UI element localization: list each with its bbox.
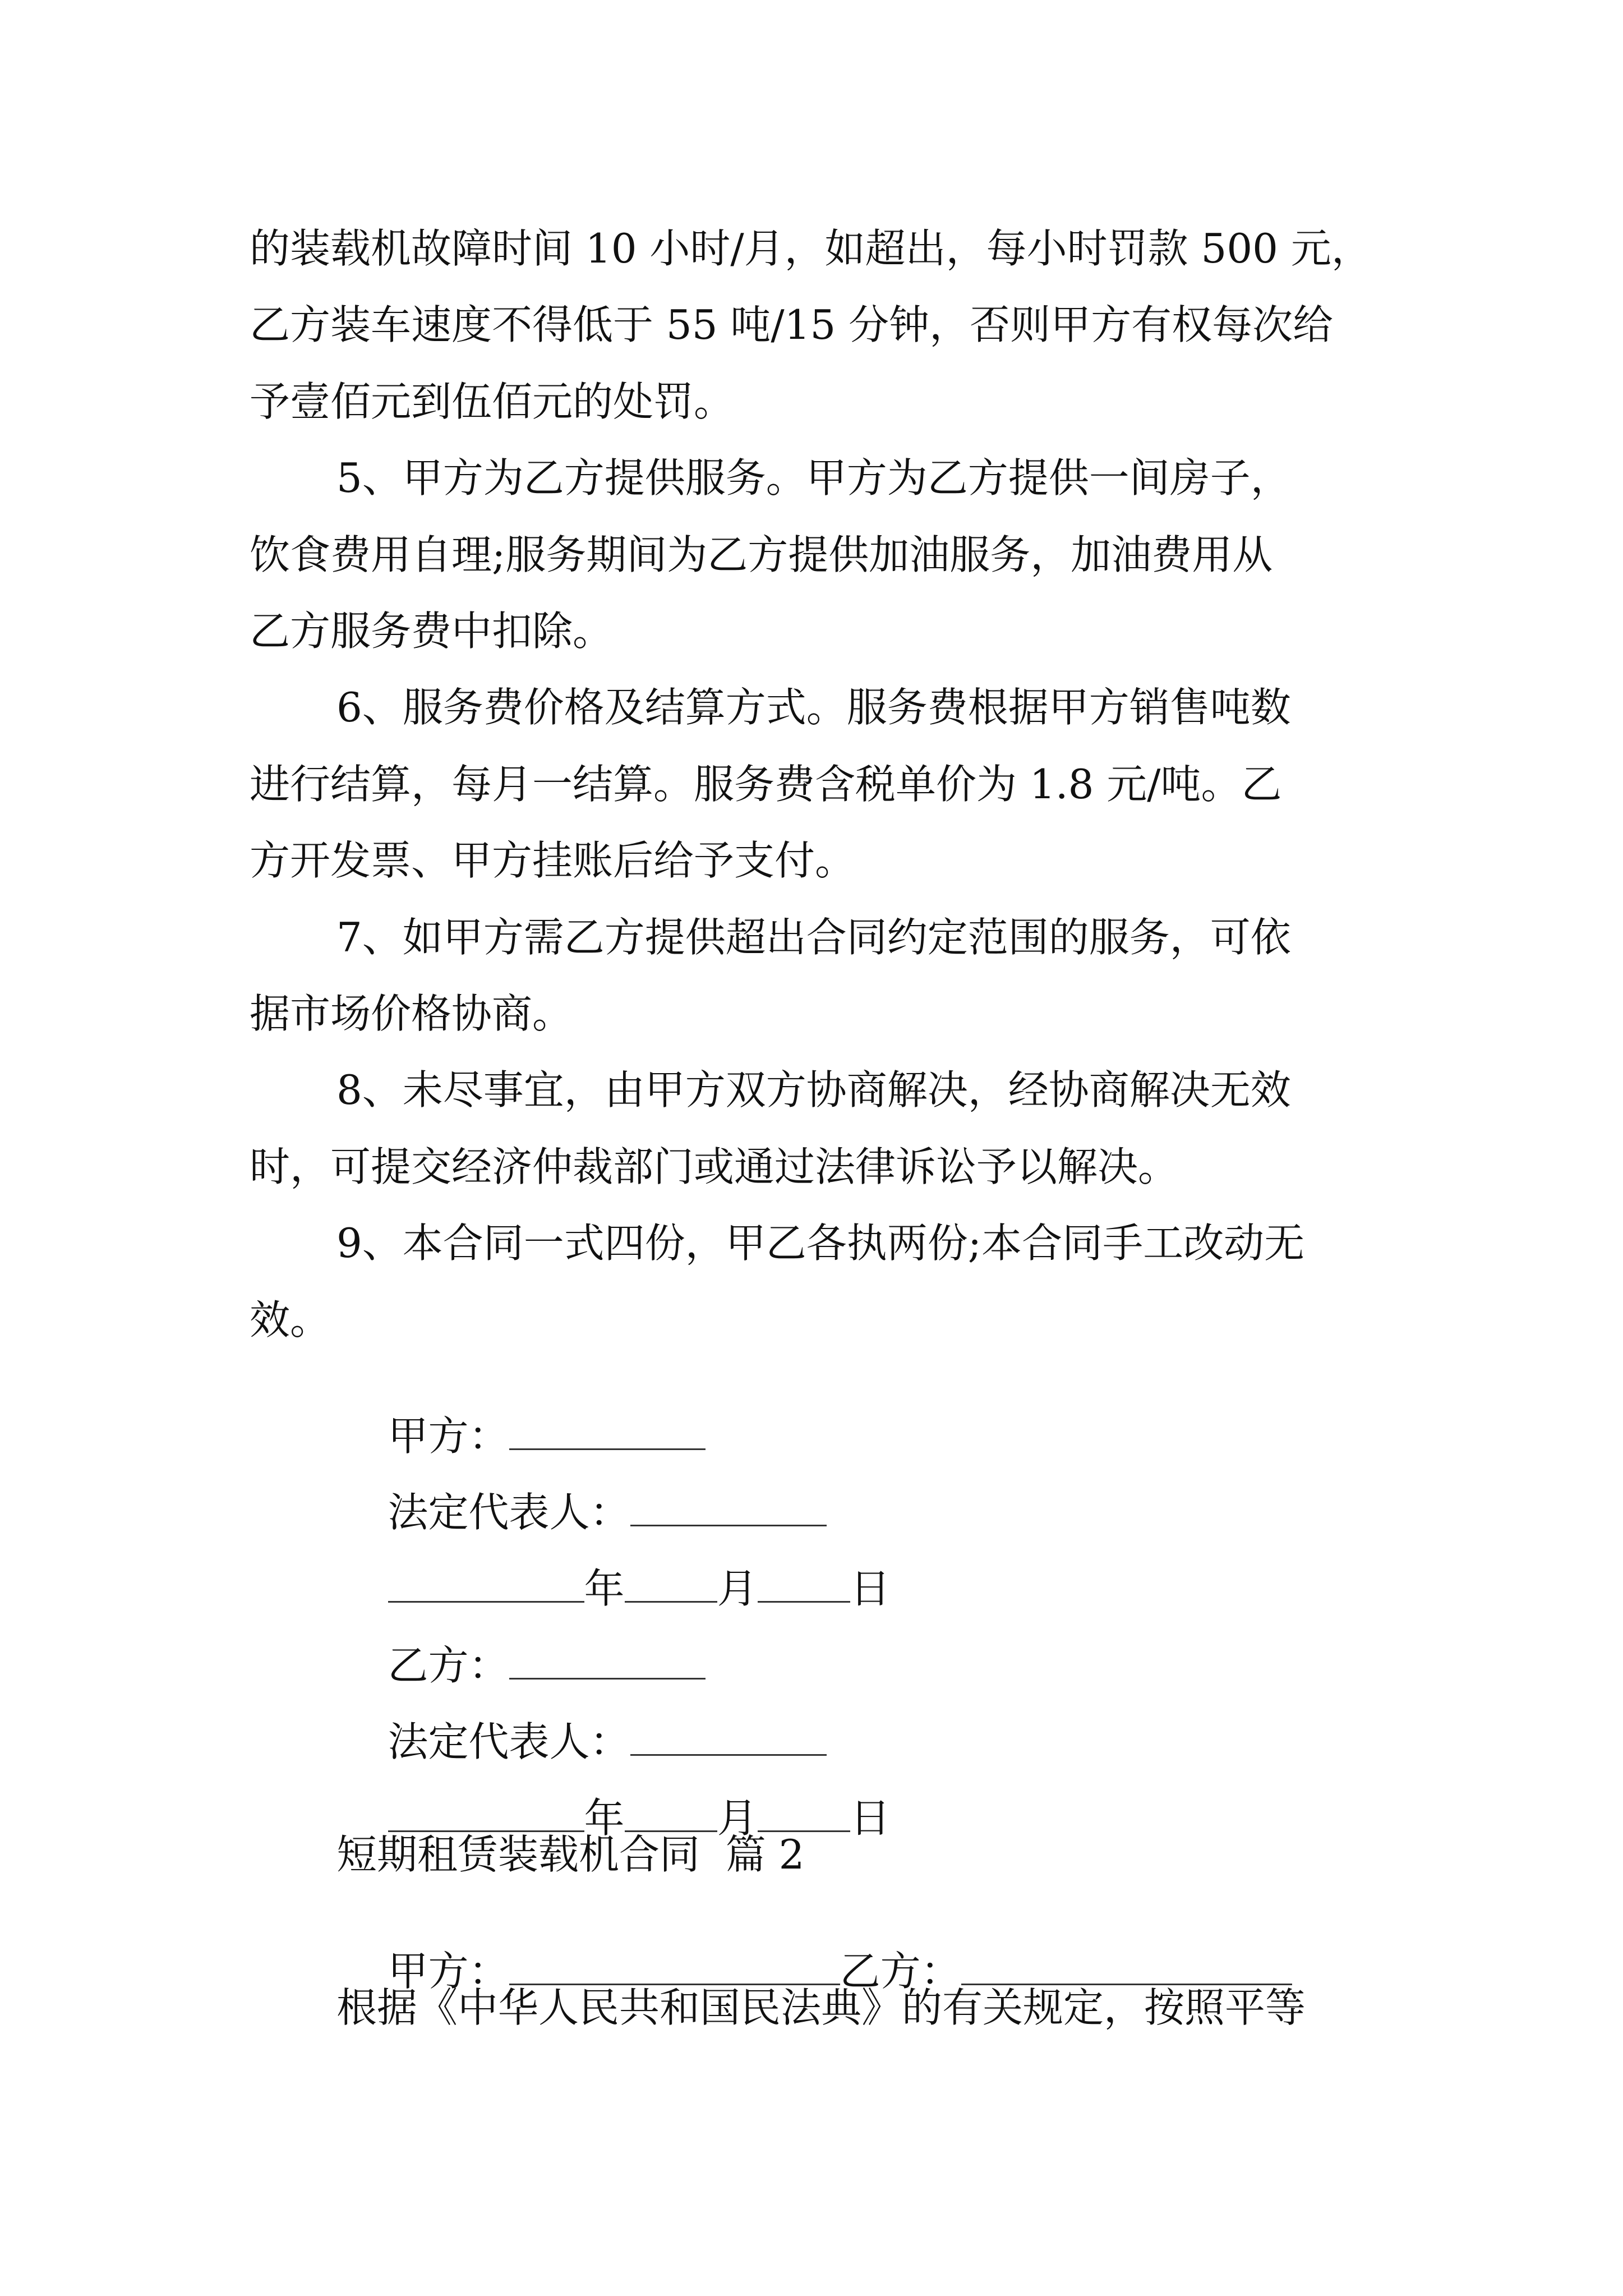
section2-intro: 根据《中华人民共和国民法典》的有关规定，按照平等	[336, 1984, 1306, 2031]
party-b-label: 乙方：	[388, 1642, 509, 1689]
rep-a-label: 法定代表人：	[388, 1489, 630, 1536]
body-line: 5、甲方为乙方提供服务。甲方为乙方提供一间房子，	[336, 454, 1291, 501]
body-line: 6、服务费价格及结算方式。服务费根据甲方销售吨数	[336, 684, 1291, 731]
rep-b-label: 法定代表人：	[388, 1718, 630, 1765]
body-line: 据市场价格协商。	[250, 990, 573, 1037]
rep-b-blank	[630, 1754, 827, 1756]
body-line: 予壹佰元到伍佰元的处罚。	[250, 378, 735, 425]
section2-heading: 短期租赁装载机合同 篇 2	[336, 1831, 805, 1878]
body-line: 方开发票、甲方挂账后给予支付。	[250, 837, 856, 884]
body-line: 的装载机故障时间 10 小时/月，如超出，每小时罚款 500 元，	[250, 225, 1372, 272]
body-line: 进行结算，每月一结算。服务费含税单价为 1.8 元/吨。乙	[250, 761, 1282, 808]
body-line: 效。	[250, 1296, 331, 1343]
party-a-blank	[509, 1448, 706, 1450]
month-a-label: 月	[717, 1565, 758, 1612]
party-b-blank	[509, 1678, 706, 1680]
rep-a-blank	[630, 1525, 827, 1526]
body-line: 7、如甲方需乙方提供超出合同约定范围的服务，可依	[336, 914, 1291, 961]
year-a-blank	[388, 1601, 584, 1603]
year-a-label: 年	[584, 1565, 625, 1612]
body-line: 时，可提交经济仲裁部门或通过法律诉讼予以解决。	[250, 1143, 1179, 1190]
year-b-label: 年	[584, 1795, 625, 1842]
body-line: 乙方装车速度不得低于 55 吨/15 分钟，否则甲方有权每次给	[250, 301, 1334, 348]
month-b-label: 月	[717, 1795, 758, 1842]
party-a-label: 甲方：	[388, 1412, 509, 1460]
day-b-label: 日	[850, 1795, 891, 1842]
day-a-blank	[758, 1601, 850, 1603]
day-a-label: 日	[850, 1565, 891, 1612]
body-line: 9、本合同一式四份，甲乙各执两份;本合同手工改动无	[336, 1220, 1305, 1267]
body-line: 8、未尽事宜，由甲方双方协商解决，经协商解决无效	[336, 1066, 1291, 1114]
month-a-blank	[625, 1601, 717, 1603]
section2-party-a-label: 甲方：	[388, 1948, 509, 1995]
body-line: 饮食费用自理;服务期间为乙方提供加油服务，加油费用从	[250, 531, 1273, 578]
body-line: 乙方服务费中扣除。	[250, 608, 614, 655]
section2-party-b-label: 乙方：	[840, 1948, 961, 1995]
